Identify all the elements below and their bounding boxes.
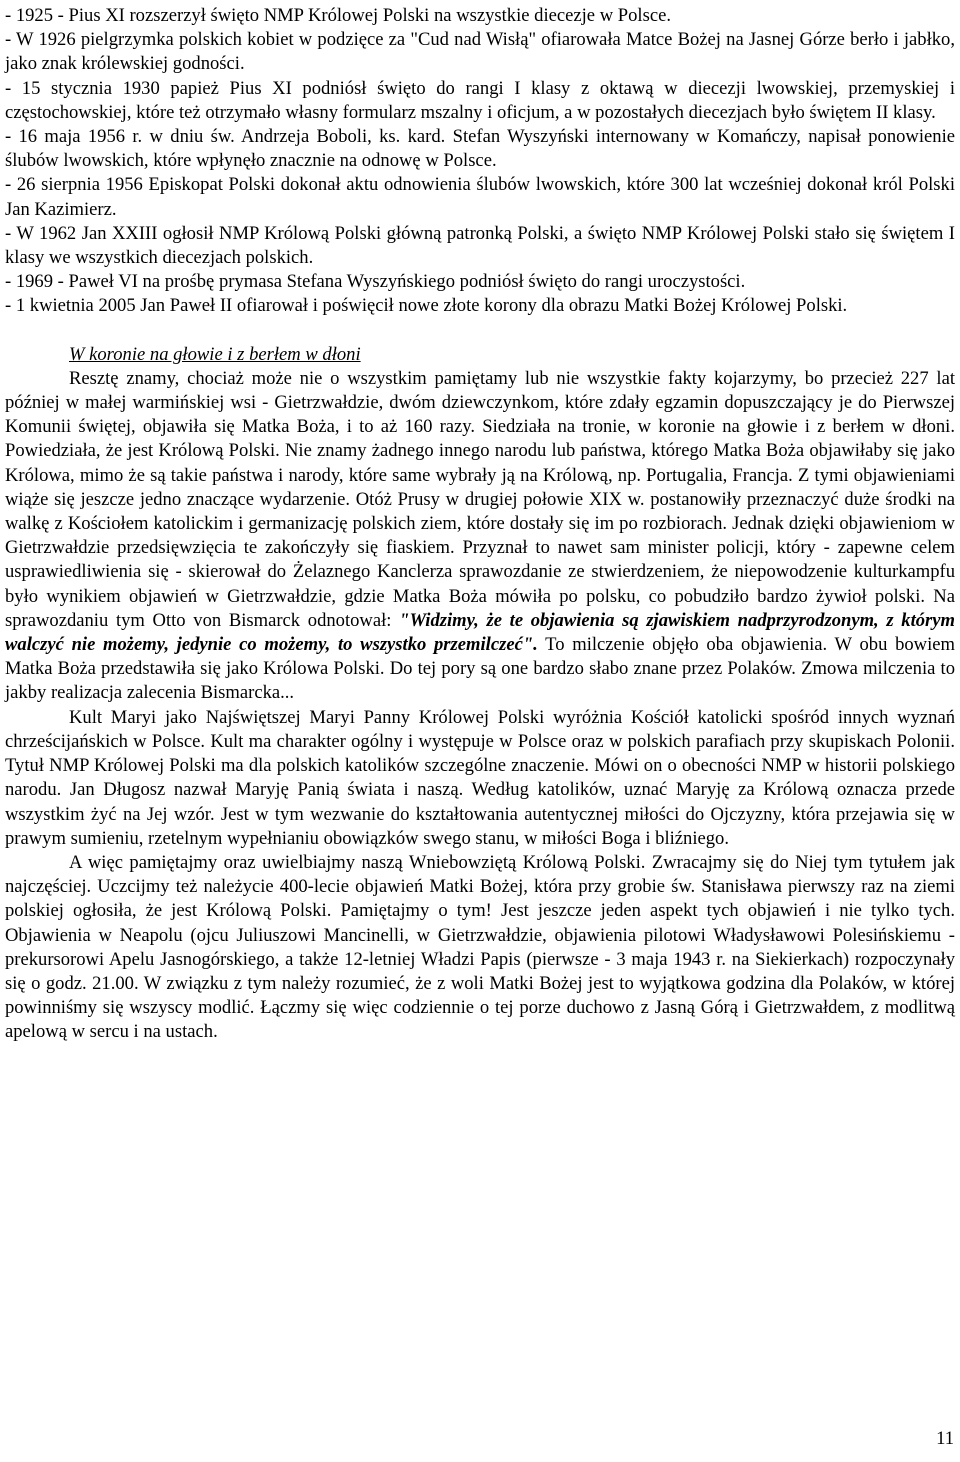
timeline-item: - 16 maja 1956 r. w dniu św. Andrzeja Boboli, ks. kard. Stefan Wyszyński internowany w Komańczy, napisał ponowienie ślubów lwowskich, które wpłynęło znacznie na odnowę w Polsce. — [5, 126, 955, 172]
section-heading: W koronie na głowie i z berłem w dłoni — [69, 343, 361, 365]
body-paragraph-2: Kult Maryi jako Najświętszej Maryi Panny Królowej Polski wyróżnia Kościół katolicki spośród innych wyznań chrześcijańskich w Polsce. Kult ma charakter ogólny i występuje w Polsce oraz w polskich parafiach przy skupiskach Polonii. Tytuł NMP Królowej Polski ma dla polskich katolików szczególne znaczenie. Mówi on o obecności NMP w historii polskiego narodu. Jan Długosz nazwał Maryję Panią świata i naszą. Według katolików, uznać Maryję za Królową oznacza przede wszystkim żyć na Jej wzór. Jest w tym wezwanie do kształtowania autentycznej miłości do Ojczyzny, która przejawia się w prawym sumieniu, rzetelnym wypełnianiu obowiązków swego stanu, w miłości Boga i bliźniego. — [5, 706, 955, 849]
page-number: 11 — [936, 1428, 954, 1449]
timeline-item: - 1 kwietnia 2005 Jan Paweł II ofiarował i poświęcił nowe złote korony dla obrazu Matki Bożej Królowej Polski. — [5, 295, 848, 317]
bismarck-quote: "Widzimy, że te objawienia są zjawiskiem nadprzyrodzonym, z którym walczyć nie możemy, jedynie co możemy, to wszystko przemilczeć". — [5, 609, 956, 656]
timeline-item: - W 1962 Jan XXIII ogłosił NMP Królową Polski główną patronką Polski, a święto NMP Królowej Polski stało się świętem I klasy we wszystkich diecezjach polskich. — [5, 222, 955, 269]
timeline-item: - W 1926 pielgrzymka polskich kobiet w podzięce za "Cud nad Wisłą" ofiarowała Matce Bożej na Jasnej Górze berło i jabłko, jako znak królewskiej godności. — [5, 29, 955, 75]
timeline-item: - 26 sierpnia 1956 Episkopat Polski dokonał aktu odnowienia ślubów lwowskich, które 300 lat wcześniej dokonał król Polski Jan Kazimierz. — [5, 174, 955, 220]
body-paragraph-1 — [5, 367, 955, 706]
timeline-item: - 1925 - Pius XI rozszerzył święto NMP Królowej Polski na wszystkie diecezje w Polsce. — [5, 5, 671, 26]
paragraph-text: Resztę znamy, chociaż może nie o wszystkim pamiętamy lub nie wszystkie fakty kojarzymy, bo przecież 227 lat później w małej warmińskiej wsi - Gietrzwałdzie, dwóm dziewczynkom, które zdały egzamin dopuszczający je do Pierwszej Komunii świętej, objawiła się Matka Boża, i to aż 160 razy. Siedziała na tronie, w koronie na głowie i z berłem w dłoni. Powiedziała, że jest Królową Polski. Nie znamy żadnego innego narodu lub państwa, którego Matka Boża objawiłaby się jako Królowa, mimo że są takie państwa i narody, które same wybrały ją na Królową, np. Portugalia, Francja. Z tymi objawieniami wiąże się jeszcze jedno znaczące wydarzenie. Otóż Prusy w drugiej połowie XIX w. postanowiły przeznaczyć duże środki na walkę z Kościołem katolickim i germanizację polskich ziem, które dostały się im po rozbiorach. Jednak dzięki objawieniom w Gietrzwałdzie przedsięwzięcia te zakończyły się fiaskiem. Przyznał to nawet sam minister policji, który - zapewne celem usprawiedliwienia się - skierował do Żelaznego Kanclerza sprawozdanie ze stwierdzeniem, że niepowodzenie kulturkampfu było wynikiem objawień w Gietrzwałdzie, gdzie Matka Boża mówiła po polsku, co pobudziło bardzo żywioł polski. Na sprawozdaniu tym Otto von Bismarck odnotował: — [5, 367, 955, 631]
paragraph-text: To milczenie objęło oba objawienia. W obu bowiem Matka Boża przedstawiła się jako Królowa Polski. Do tej pory są one bardzo słabo znane przez Polaków. Zmowa milczenia to jakby realizacja zalecenia Bismarcka... — [5, 634, 955, 704]
document-page — [5, 4, 955, 1045]
body-paragraph-3: A więc pamiętajmy oraz uwielbiajmy naszą Wniebowziętą Królową Polski. Zwracajmy się do Niej tym tytułem jak najczęściej. Uczcijmy też należycie 400-lecie objawień Matki Bożej, która przy grobie św. Stanisława pierwszy raz na ziemi polskiej ogłosiła, że jest Królową Polski. Pamiętajmy o tym! Jest jeszcze jeden aspekt tych objawień i nie tylko tych. Objawienia w Neapolu (ojcu Juliuszowi Mancinelli, w Gietrzwałdzie, objawienia pilotowi Władysławowi Polesińskiemu - prekursorowi Apelu Jasnogórskiego, a także 12-letniej Władzi Papis (pierwsze - 3 maja 1943 r. na Siekierkach) rozpoczynały się o godz. 21.00. W związku z tym należy rozumieć, że z woli Matki Bożej jest to wyjątkowa godzina dla Polaków, w której powinniśmy się wszyscy modlić. Łączmy się więc codziennie o tej porze duchowo z Jasną Górą i Gietrzwałdem, z modlitwą apelową w sercu i na ustach. — [5, 851, 955, 1043]
timeline-item: - 1969 - Paweł VI na prośbę prymasa Stefana Wyszyńskiego podniósł święto do rangi uroczystości. — [5, 271, 746, 293]
timeline-list — [5, 4, 955, 319]
timeline-item: - 15 stycznia 1930 papież Pius XI podniósł święto do rangi I klasy z oktawą w diecezji lwowskiej, przemyskiej i częstochowskiej, które też otrzymało własny formularz mszalny i oficjum, a w pozostałych diecezjach było świętem II klasy. — [5, 77, 955, 123]
